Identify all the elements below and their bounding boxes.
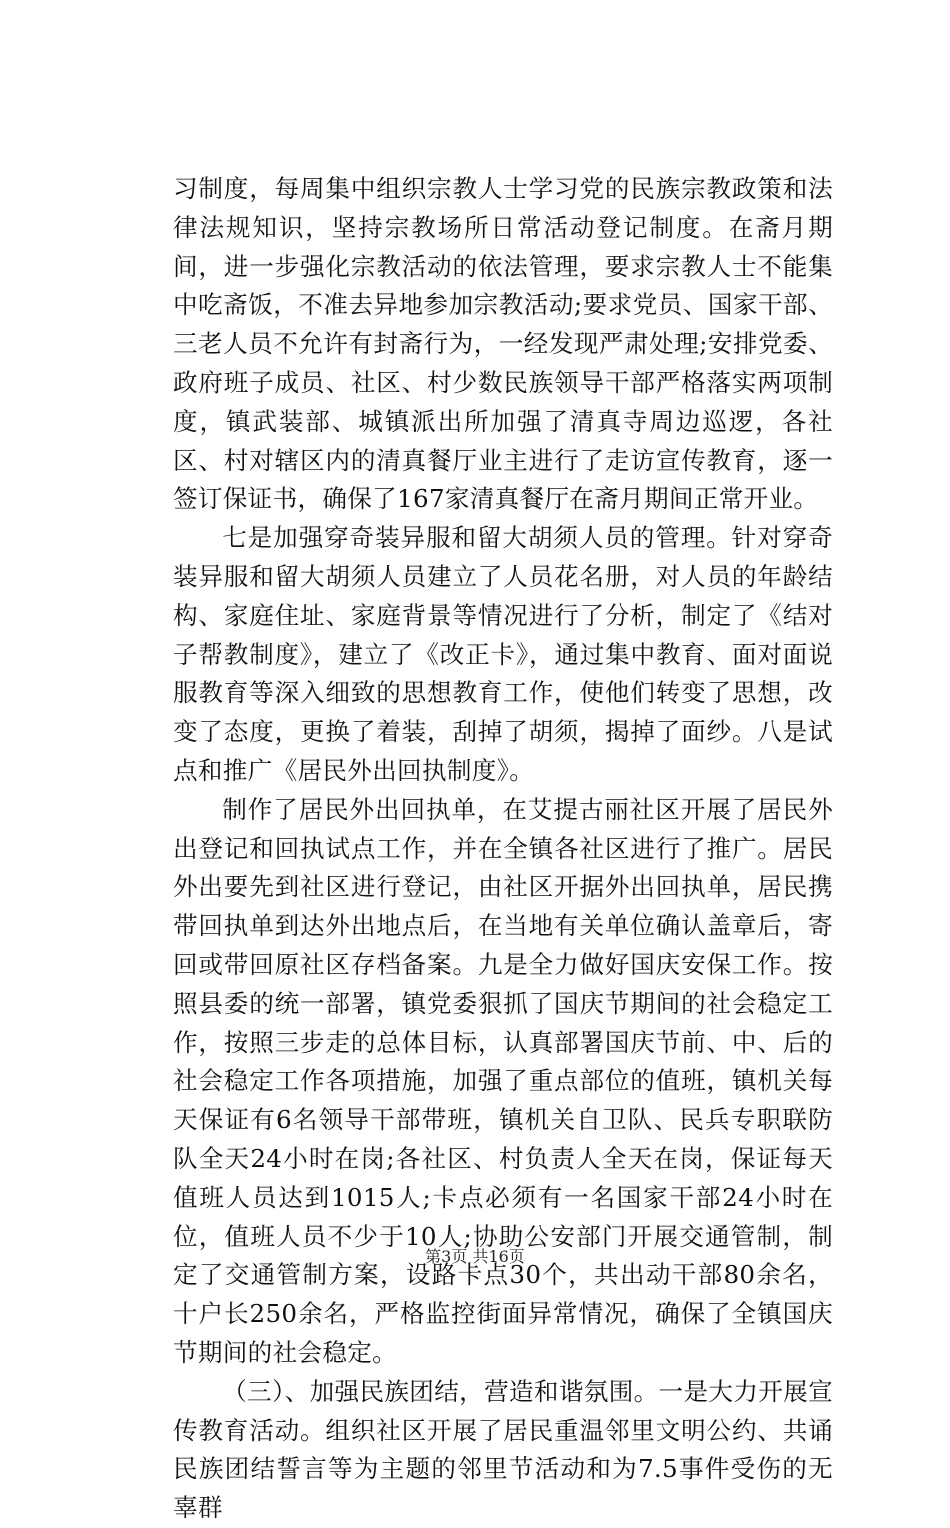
paragraph: （三）、加强民族团结，营造和谐氛围。一是大力开展宣传教育活动。组织社区开展了居民重温邻里文明公约、共诵民族团结誓言等为主题的邻里节活动和为7.5事件受伤的无辜群 [173, 1376, 833, 1523]
paragraph: 制作了居民外出回执单，在艾提古丽社区开展了居民外出登记和回执试点工作，并在全镇各社区进行了推广。居民外出要先到社区进行登记，由社区开据外出回执单，居民携带回执单到达外出地点后，在当地有关单位确认盖章后，寄回或带回原社区存档备案。九是全力做好国庆安保工作。按照县委的统一部署，镇党委狠抓了国庆节期间的社会稳定工作，按照三步走的总体目标，认真部署国庆节前、中、后的社会稳定工作各项措施，加强了重点部位的值班，镇机关每天保证有6名领导干部带班，镇机关自卫队、民兵专职联防队全天24小时在岗;各社区、村负责人全天在岗，保证每天值班人员达到1015人;卡点必须有一名国家干部24小时在位，值班人员不少于10人;协助公安部门开展交通管制，制定了交通管制方案，设路卡点30个，共出动干部80余名，十户长250余名，严格监控街面异常情况，确保了全镇国庆节期间的社会稳定。 [173, 794, 833, 1367]
paragraph: 习制度，每周集中组织宗教人士学习党的民族宗教政策和法律法规知识，坚持宗教场所日常活动登记制度。在斋月期间，进一步强化宗教活动的依法管理，要求宗教人士不能集中吃斋饭，不准去异地参加宗教活动;要求党员、国家干部、三老人员不允许有封斋行为，一经发现严肃处理;安排党委、政府班子成员、社区、村少数民族领导干部严格落实两项制度，镇武装部、城镇派出所加强了清真寺周边巡逻，各社区、村对辖区内的清真餐厅业主进行了走访宣传教育，逐一签订保证书，确保了167家清真餐厅在斋月期间正常开业。 [173, 174, 833, 514]
paragraph: 七是加强穿奇装异服和留大胡须人员的管理。针对穿奇装异服和留大胡须人员建立了人员花名册，对人员的年龄结构、家庭住址、家庭背景等情况进行了分析，制定了《结对子帮教制度》，建立了《改正卡》，通过集中教育、面对面说服教育等深入细致的思想教育工作，使他们转变了思想，改变了态度，更换了着装，刮掉了胡须，揭掉了面纱。八是试点和推广《居民外出回执制度》。 [173, 523, 833, 785]
page-number-footer: 第3页 共16页 [425, 1247, 525, 1266]
document-body [173, 170, 833, 1528]
